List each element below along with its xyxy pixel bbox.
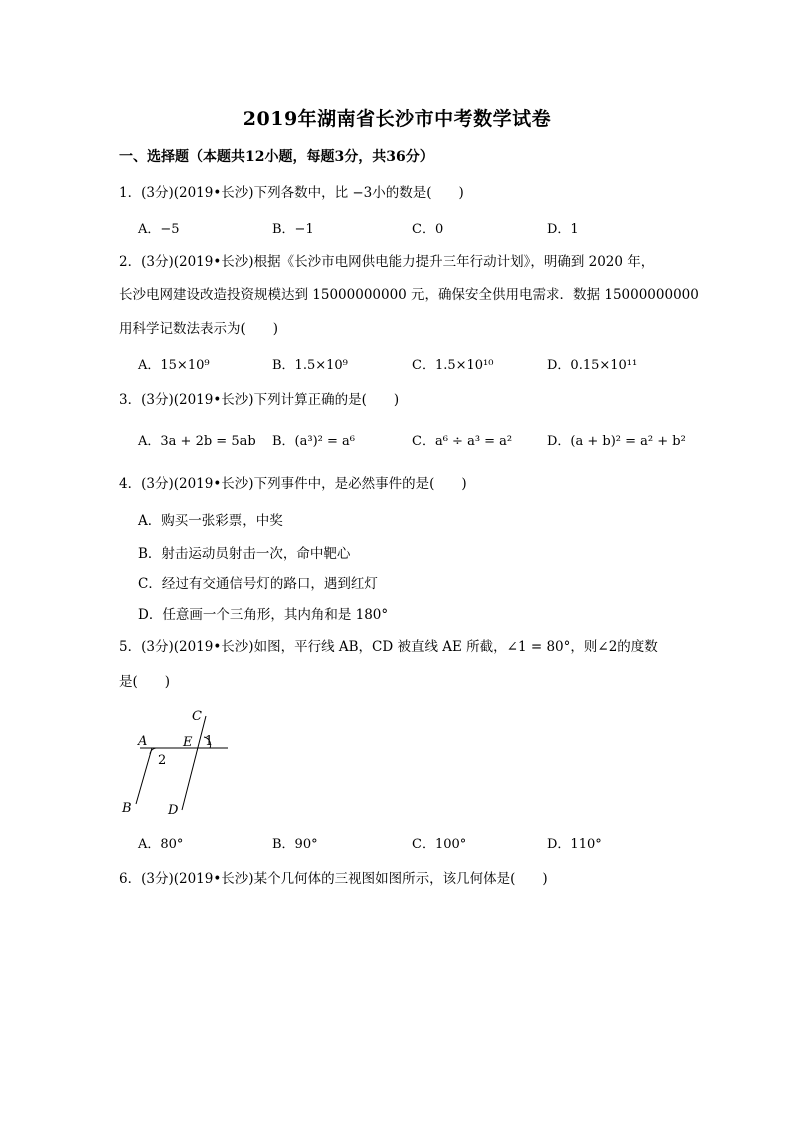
page-title: 2019年湖南省长沙市中考数学试卷: [242, 108, 552, 130]
question-1-stem: 1．(3分)(2019•长沙)下列各数中，比 −3小的数是( ): [119, 185, 464, 201]
point-e-label: E: [183, 735, 193, 750]
question-3-stem: 3．(3分)(2019•长沙)下列计算正确的是( ): [119, 392, 400, 408]
question-2-option-c[interactable]: C．1.5×10¹⁰: [412, 358, 494, 373]
question-6-stem: 6．(3分)(2019•长沙)某个几何体的三视图如图所示，该几何体是( ): [119, 871, 548, 887]
question-2-option-b[interactable]: B．1.5×10⁹: [272, 358, 348, 373]
question-1-option-d[interactable]: D．1: [547, 222, 579, 237]
question-1-option-a[interactable]: A．−5: [138, 222, 180, 237]
question-3-option-b[interactable]: B．(a³)² = a⁶: [272, 434, 355, 449]
section-heading: 一、选择题（本题共12小题，每题3分，共36分）: [119, 149, 434, 165]
question-5-option-c[interactable]: C．100°: [412, 837, 467, 852]
question-3-option-a[interactable]: A．3a + 2b = 5ab: [138, 434, 256, 449]
angle-2-arc: [150, 748, 158, 754]
question-4-option-c[interactable]: C．经过有交通信号灯的路口，遇到红灯: [138, 576, 378, 592]
line-ab: [136, 748, 152, 804]
question-4-stem: 4．(3分)(2019•长沙)下列事件中，是必然事件的是( ): [119, 476, 467, 492]
question-2-stem-line-3: 用科学记数法表示为( ): [119, 321, 279, 337]
parallel-lines-figure: [116, 704, 236, 822]
question-4-option-a[interactable]: A．购买一张彩票，中奖: [138, 513, 283, 529]
question-5-option-b[interactable]: B．90°: [272, 837, 318, 852]
point-c-label: C: [192, 709, 202, 724]
question-1-option-b[interactable]: B．−1: [272, 222, 314, 237]
line-cd: [182, 716, 206, 810]
question-2-stem-line-1: 2．(3分)(2019•长沙)根据《长沙市电网供电能力提升三年行动计划》，明确到 2020 年，: [119, 254, 655, 270]
question-4-option-d[interactable]: D．任意画一个三角形，其内角和是 180°: [138, 607, 389, 623]
question-2-option-a[interactable]: A．15×10⁹: [138, 358, 210, 373]
question-2-stem-line-2: 长沙电网建设改造投资规模达到 15000000000 元，确保安全供用电需求．数据 15000000000: [119, 287, 699, 303]
point-b-label: B: [122, 801, 132, 816]
question-1-option-c[interactable]: C．0: [412, 222, 444, 237]
question-4-option-b[interactable]: B．射击运动员射击一次，命中靶心: [138, 546, 351, 562]
question-5-option-a[interactable]: A．80°: [138, 837, 184, 852]
question-3-option-d[interactable]: D．(a + b)² = a² + b²: [547, 434, 686, 449]
question-3-option-c[interactable]: C．a⁶ ÷ a³ = a²: [412, 434, 513, 449]
question-5-stem-line-2: 是( ): [119, 674, 171, 690]
question-2-option-d[interactable]: D．0.15×10¹¹: [547, 358, 638, 373]
angle-2-label: 2: [158, 753, 167, 768]
point-d-label: D: [168, 803, 179, 818]
point-a-label: A: [138, 734, 148, 749]
question-5-stem-line-1: 5．(3分)(2019•长沙)如图，平行线 AB，CD 被直线 AE 所截，∠1 = 80°，则∠2的度数: [119, 639, 658, 655]
angle-1-label: 1: [205, 734, 214, 749]
question-5-option-d[interactable]: D．110°: [547, 837, 602, 852]
